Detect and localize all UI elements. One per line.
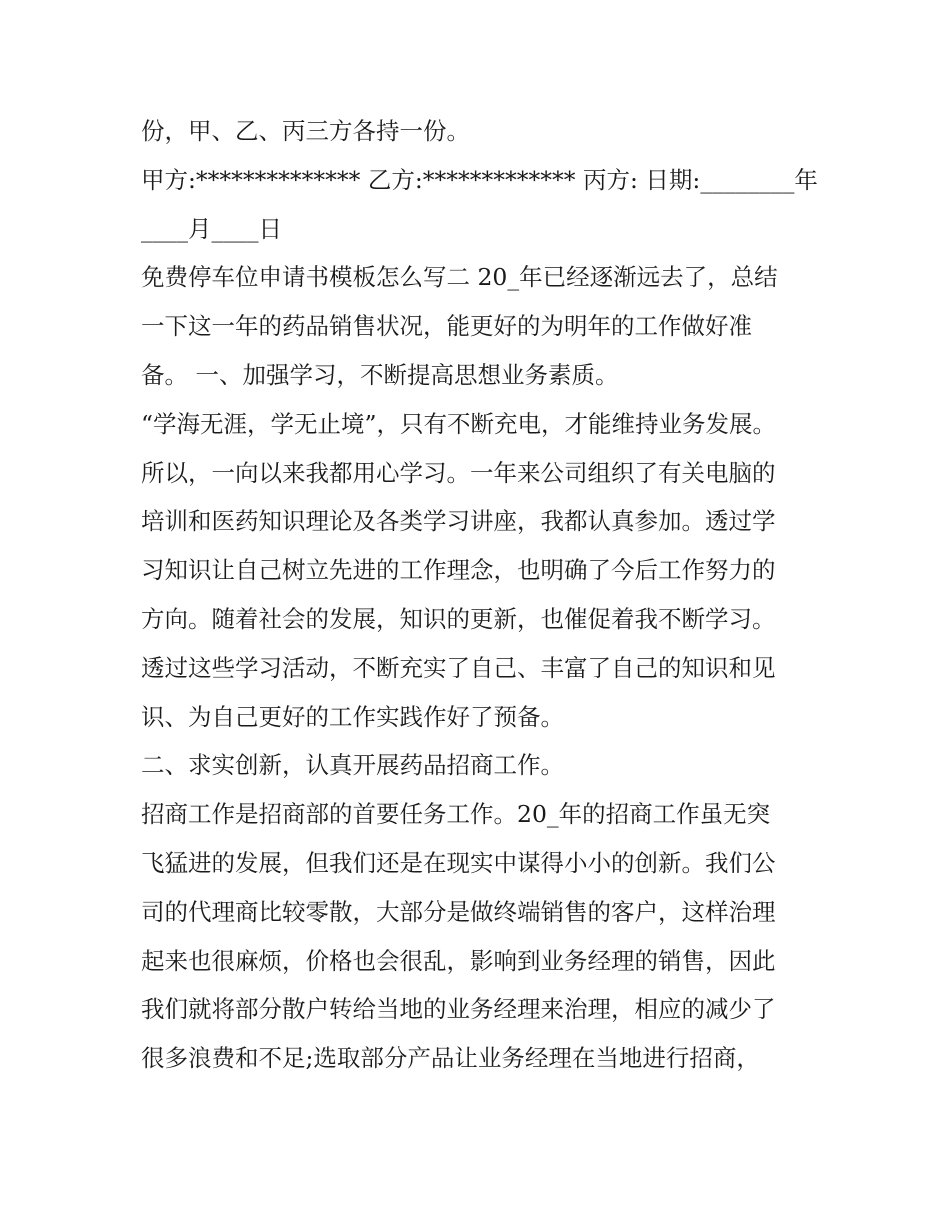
text-line: 习知识让自己树立先进的工作理念，也明确了今后工作努力的 — [141, 556, 776, 585]
text-line: 甲方:************** 乙方:************* 丙方: 日期:________年 — [141, 165, 818, 194]
text-line: 免费停车位申请书模板怎么写二 20_年已经逐渐远去了，总结 — [141, 263, 778, 292]
text-line: 一下这一年的药品销售状况，能更好的为明年的工作做好准 — [141, 312, 752, 341]
text-line: 份，甲、乙、丙三方各持一份。 — [141, 117, 470, 145]
text-line: 备。 一、加强学习，不断提高思想业务素质。 — [141, 360, 619, 389]
text-line: 很多浪费和不足;选取部分产品让业务经理在当地进行招商， — [141, 1044, 760, 1073]
text-line: 我们就将部分散户转给当地的业务经理来治理，相应的减少了 — [141, 995, 776, 1024]
text-line: 招商工作是招商部的首要任务工作。20_年的招商工作虽无突 — [141, 800, 771, 829]
text-line: 方向。随着社会的发展，知识的更新，也催促着我不断学习。 — [141, 604, 776, 633]
text-line: 起来也很麻烦，价格也会很乱，影响到业务经理的销售，因此 — [141, 946, 776, 975]
text-line: “学海无涯，学无止境”，只有不断充电，才能维持业务发展。 — [141, 409, 777, 438]
text-line: 培训和医药知识理论及各类学习讲座，我都认真参加。透过学 — [141, 507, 776, 536]
text-line: 识、为自己更好的工作实践作好了预备。 — [141, 702, 564, 731]
text-line: 飞猛进的发展，但我们还是在现实中谋得小小的创新。我们公 — [141, 848, 776, 877]
text-line: 司的代理商比较零散，大部分是做终端销售的客户，这样治理 — [141, 897, 776, 926]
document-body — [141, 107, 821, 1083]
text-line: 所以，一向以来我都用心学习。一年来公司组织了有关电脑的 — [141, 458, 776, 487]
text-line: ____月____日 — [141, 214, 282, 243]
text-line: 透过这些学习活动，不断充实了自己、丰富了自己的知识和见 — [141, 653, 776, 682]
text-line: 二、求实创新，认真开展药品招商工作。 — [141, 751, 564, 780]
